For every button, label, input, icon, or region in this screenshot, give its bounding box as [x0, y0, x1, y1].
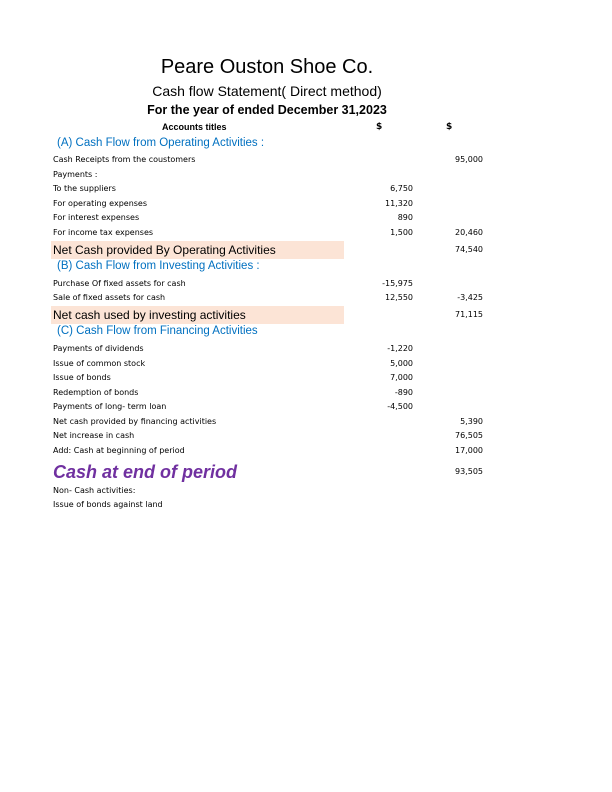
net-operating-row	[53, 242, 483, 258]
table-row	[53, 291, 483, 305]
row-amount: 12,550	[385, 293, 413, 302]
row-total: 76,505	[455, 431, 483, 440]
row-label: Net cash provided by financing activities	[53, 417, 217, 426]
table-row	[53, 386, 483, 400]
row-amount: 11,320	[385, 199, 413, 208]
row-total: 93,505	[455, 467, 483, 476]
table-row	[53, 400, 483, 414]
statement-period: For the year of ended December 31,2023	[147, 103, 387, 117]
table-row	[53, 182, 483, 196]
row-total: 5,390	[460, 417, 483, 426]
table-row	[53, 484, 483, 498]
row-amount: 890	[397, 213, 413, 222]
row-label: Issue of common stock	[53, 359, 146, 368]
accounts-titles-header: Accounts titles	[162, 122, 227, 132]
table-row	[53, 226, 483, 240]
table-row	[53, 357, 483, 371]
net-investing-row	[53, 307, 483, 323]
row-label: Redemption of bonds	[53, 388, 139, 397]
cash-end-row	[53, 460, 483, 484]
row-total: 74,540	[455, 245, 483, 254]
table-row	[53, 168, 483, 182]
row-label: For income tax expenses	[53, 228, 154, 237]
investing-heading: (B) Cash Flow from Investing Activities :	[57, 260, 260, 272]
row-label: For operating expenses	[53, 199, 148, 208]
row-total: 17,000	[455, 446, 483, 455]
row-label: Net increase in cash	[53, 431, 135, 440]
row-label: For interest expenses	[53, 213, 140, 222]
row-amount: 5,000	[390, 359, 413, 368]
row-label: Purchase Of fixed assets for cash	[53, 279, 186, 288]
row-label: Net cash used by investing activities	[53, 308, 246, 322]
statement-title: Cash flow Statement( Direct method)	[152, 83, 382, 99]
row-amount: 7,000	[390, 373, 413, 382]
company-name: Peare Ouston Shoe Co.	[160, 56, 374, 78]
row-label: Non- Cash activities:	[53, 486, 136, 495]
row-amount: -15,975	[382, 279, 413, 288]
row-label: Payments of dividends	[53, 344, 144, 353]
col2-currency: $	[446, 122, 453, 132]
row-label: To the suppliers	[53, 184, 116, 193]
table-row	[53, 153, 483, 167]
row-label: Payments :	[53, 170, 98, 179]
row-amount: 1,500	[390, 228, 413, 237]
row-label: Add: Cash at beginning of period	[53, 446, 185, 455]
table-row	[53, 429, 483, 443]
row-label: Payments of long- term loan	[53, 402, 167, 411]
row-amount: 6,750	[390, 184, 413, 193]
table-row	[53, 444, 483, 458]
row-amount: -1,220	[387, 344, 413, 353]
row-total: 20,460	[455, 228, 483, 237]
row-label: Issue of bonds against land	[53, 500, 163, 509]
table-row	[53, 371, 483, 385]
table-row	[53, 342, 483, 356]
row-total: 95,000	[455, 155, 483, 164]
table-row	[53, 211, 483, 225]
row-total: 71,115	[455, 310, 483, 319]
row-label: Net Cash provided By Operating Activities	[53, 243, 276, 257]
table-row	[53, 197, 483, 211]
table-row	[53, 277, 483, 291]
row-total: -3,425	[457, 293, 483, 302]
row-label: Issue of bonds	[53, 373, 111, 382]
row-amount: -890	[394, 388, 413, 397]
row-label: Cash Receipts from the coustomers	[53, 155, 196, 164]
table-row	[53, 415, 483, 429]
financing-heading: (C) Cash Flow from Financing Activities	[57, 325, 258, 337]
table-row	[53, 498, 483, 512]
row-label: Cash at end of period	[53, 462, 238, 482]
col1-currency: $	[376, 122, 383, 132]
row-amount: -4,500	[387, 402, 413, 411]
operating-heading: (A) Cash Flow from Operating Activities :	[57, 137, 265, 149]
row-label: Sale of fixed assets for cash	[53, 293, 166, 302]
